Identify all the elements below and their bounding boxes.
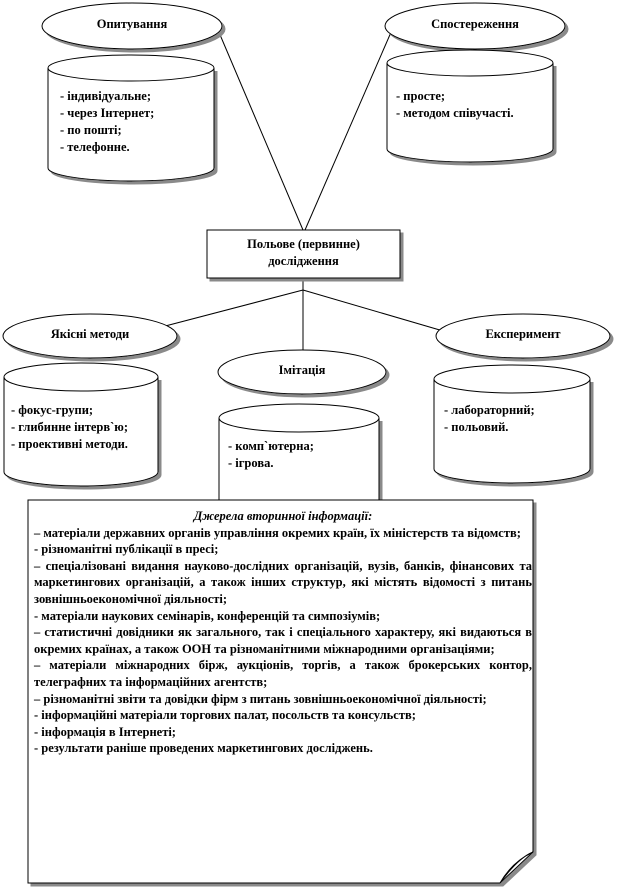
secondary-info-text bbox=[34, 508, 532, 757]
survey-item: - по пошті; bbox=[60, 123, 122, 137]
survey-item: - індивідуальне; bbox=[60, 89, 152, 103]
secondary-info-item: - різноманітні публікації в пресі; bbox=[34, 542, 219, 557]
imitation-item: - комп`ютерна; bbox=[228, 439, 314, 453]
secondary-info-item: - інформація в Інтернеті; bbox=[34, 724, 176, 739]
experiment-cylinder-top bbox=[434, 365, 590, 393]
imitation-item: - ігрова. bbox=[228, 456, 274, 470]
secondary-info-item: – різноманітні звіти та довідки фірм з питань зовнішньоекономічної діяльності; bbox=[34, 691, 487, 706]
connector-survey bbox=[218, 30, 303, 230]
secondary-info-item: - інформаційні матеріали торгових палат, посольств та консульств; bbox=[34, 708, 416, 723]
connector-experiment bbox=[303, 290, 450, 333]
observation-item: - просте; bbox=[396, 89, 446, 103]
secondary-info-item: – статистичні довідники як загального, так і спеціального характеру, які видаються в окремих країнах, а також ООН та різноманітними міжнародними організаціями; bbox=[34, 625, 532, 656]
qualitative-cylinder-top bbox=[4, 363, 158, 391]
connector-qualitative bbox=[150, 290, 303, 330]
qualitative-title: Якісні методи bbox=[50, 327, 130, 341]
secondary-info-item: – матеріали міжнародних бірж, аукціонів, торгів, а також брокерських контор, телеграфних та інформаційних агентств; bbox=[34, 658, 532, 689]
secondary-info-item: – спеціалізовані видання науково-дослідних організацій, вузів, банків, фінансових та маркетингових організацій, а також інших структур, які містять відомості з питань зовнішньоекономічної діяльності; bbox=[34, 558, 532, 606]
experiment-item: - польовий. bbox=[444, 420, 509, 434]
survey-item: - телефонне. bbox=[60, 140, 130, 154]
qualitative-item: - проективні методи. bbox=[11, 437, 128, 451]
secondary-info-title: Джерела вторинної інформації: bbox=[193, 509, 373, 523]
survey-title: Опитування bbox=[96, 17, 168, 31]
survey-cylinder-top bbox=[48, 55, 214, 81]
imitation-cylinder-top bbox=[219, 404, 379, 432]
imitation-title: Імітація bbox=[278, 363, 326, 377]
secondary-info-item: - результати раніше проведених маркетингових досліджень. bbox=[34, 741, 373, 756]
qualitative-item: - фокус-групи; bbox=[11, 403, 94, 417]
secondary-info-item: – матеріали державних органів управління окремих країн, їх міністерств та відомств; bbox=[34, 525, 521, 540]
connector-observation bbox=[305, 30, 392, 230]
center-box-line2: дослідження bbox=[268, 254, 339, 268]
secondary-info-item: - матеріали наукових семінарів, конференцій та симпозіумів; bbox=[34, 608, 381, 623]
experiment-title: Експеримент bbox=[485, 327, 561, 341]
observation-title: Спостереження bbox=[431, 17, 519, 31]
survey-item: - через Інтернет; bbox=[60, 106, 155, 120]
experiment-item: - лабораторний; bbox=[444, 403, 535, 417]
center-box-line1: Польове (первинне) bbox=[247, 237, 360, 251]
qualitative-item: - глибинне інтерв`ю; bbox=[11, 420, 129, 434]
observation-item: - методом співучасті. bbox=[396, 106, 514, 120]
observation-cylinder-top bbox=[387, 50, 553, 76]
